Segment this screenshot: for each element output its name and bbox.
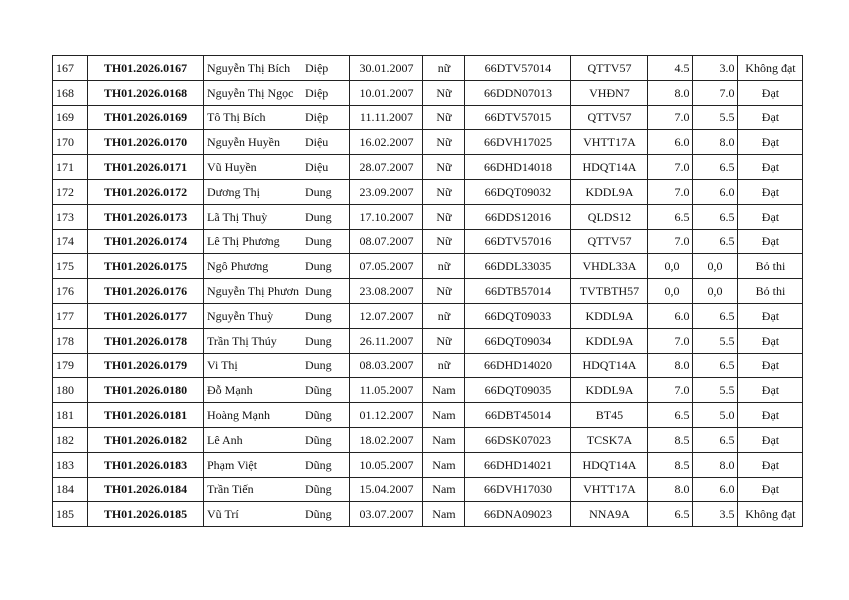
surname-cell: Trần Thị Thúy [204,328,302,353]
gender-cell: Nam [423,502,465,527]
given-name-cell: Diệp [302,56,350,81]
result-cell: Không đạt [738,56,803,81]
birth-date-cell: 30.01.2007 [350,56,423,81]
result-cell: Đạt [738,105,803,130]
class-cell: HDQT14A [571,452,648,477]
row-number: 168 [53,80,88,105]
candidate-code: TH01.2026.0182 [88,427,204,452]
surname-cell: Phạm Việt [204,452,302,477]
student-id-cell: 66DTV57016 [465,229,571,254]
score-2-cell: 8.0 [693,130,738,155]
class-cell: VHTT17A [571,130,648,155]
birth-date-cell: 03.07.2007 [350,502,423,527]
class-cell: QTTV57 [571,56,648,81]
gender-cell: Nữ [423,130,465,155]
candidate-code: TH01.2026.0181 [88,403,204,428]
score-2-cell: 8.0 [693,452,738,477]
score-2-cell: 0,0 [693,254,738,279]
table-row [53,105,803,130]
birth-date-cell: 18.02.2007 [350,427,423,452]
gender-cell: Nữ [423,204,465,229]
result-cell: Bỏ thi [738,279,803,304]
table-row [53,56,803,81]
result-cell: Bỏ thi [738,254,803,279]
surname-cell: Nguyễn Thị Phươn [204,279,302,304]
result-cell: Không đạt [738,502,803,527]
score-2-cell: 3.0 [693,56,738,81]
given-name-cell: Dung [302,179,350,204]
score-1-cell: 7.0 [648,105,693,130]
score-1-cell: 4.5 [648,56,693,81]
given-name-cell: Dung [302,254,350,279]
table-row [53,179,803,204]
table-row [53,353,803,378]
student-id-cell: 66DVH17030 [465,477,571,502]
score-1-cell: 6.0 [648,130,693,155]
student-id-cell: 66DTV57015 [465,105,571,130]
row-number: 177 [53,303,88,328]
score-1-cell: 6.5 [648,403,693,428]
given-name-cell: Dung [302,229,350,254]
birth-date-cell: 12.07.2007 [350,303,423,328]
birth-date-cell: 23.09.2007 [350,179,423,204]
birth-date-cell: 07.05.2007 [350,254,423,279]
student-id-cell: 66DVH17025 [465,130,571,155]
surname-cell: Hoàng Mạnh [204,403,302,428]
student-id-cell: 66DQT09033 [465,303,571,328]
score-2-cell: 6.0 [693,477,738,502]
result-cell: Đạt [738,179,803,204]
given-name-cell: Dũng [302,477,350,502]
row-number: 185 [53,502,88,527]
given-name-cell: Dung [302,279,350,304]
score-1-cell: 8.5 [648,452,693,477]
birth-date-cell: 01.12.2007 [350,403,423,428]
candidate-code: TH01.2026.0170 [88,130,204,155]
score-1-cell: 6.5 [648,204,693,229]
table-row [53,378,803,403]
table-row [53,452,803,477]
row-number: 167 [53,56,88,81]
class-cell: KDDL9A [571,179,648,204]
score-1-cell: 6.0 [648,303,693,328]
gender-cell: Nam [423,477,465,502]
table-row [53,80,803,105]
gender-cell: nữ [423,303,465,328]
row-number: 172 [53,179,88,204]
given-name-cell: Diệp [302,105,350,130]
surname-cell: Vũ Huyền [204,155,302,180]
candidate-code: TH01.2026.0185 [88,502,204,527]
score-1-cell: 7.0 [648,155,693,180]
birth-date-cell: 10.05.2007 [350,452,423,477]
gender-cell: Nữ [423,80,465,105]
table-row [53,279,803,304]
student-id-cell: 66DQT09034 [465,328,571,353]
gender-cell: Nam [423,452,465,477]
score-2-cell: 0,0 [693,279,738,304]
score-1-cell: 6.5 [648,502,693,527]
class-cell: KDDL9A [571,303,648,328]
score-2-cell: 6.5 [693,155,738,180]
surname-cell: Đỗ Mạnh [204,378,302,403]
result-cell: Đạt [738,303,803,328]
score-1-cell: 8.0 [648,80,693,105]
gender-cell: nữ [423,254,465,279]
student-id-cell: 66DDL33035 [465,254,571,279]
row-number: 170 [53,130,88,155]
birth-date-cell: 23.08.2007 [350,279,423,304]
given-name-cell: Dung [302,204,350,229]
student-id-cell: 66DBT45014 [465,403,571,428]
gender-cell: Nam [423,378,465,403]
table-row [53,229,803,254]
birth-date-cell: 15.04.2007 [350,477,423,502]
table-row [53,204,803,229]
score-2-cell: 6.5 [693,204,738,229]
candidate-code: TH01.2026.0172 [88,179,204,204]
score-2-cell: 5.5 [693,328,738,353]
score-1-cell: 7.0 [648,229,693,254]
surname-cell: Tô Thị Bích [204,105,302,130]
row-number: 175 [53,254,88,279]
result-cell: Đạt [738,403,803,428]
candidate-code: TH01.2026.0175 [88,254,204,279]
row-number: 183 [53,452,88,477]
class-cell: VHTT17A [571,477,648,502]
student-id-cell: 66DQT09032 [465,179,571,204]
table-row [53,427,803,452]
given-name-cell: Dũng [302,403,350,428]
student-id-cell: 66DTV57014 [465,56,571,81]
row-number: 184 [53,477,88,502]
candidate-code: TH01.2026.0177 [88,303,204,328]
table-row [53,328,803,353]
birth-date-cell: 26.11.2007 [350,328,423,353]
student-id-cell: 66DTB57014 [465,279,571,304]
candidate-code: TH01.2026.0173 [88,204,204,229]
student-id-cell: 66DDS12016 [465,204,571,229]
gender-cell: Nữ [423,229,465,254]
row-number: 180 [53,378,88,403]
row-number: 176 [53,279,88,304]
birth-date-cell: 11.05.2007 [350,378,423,403]
student-id-cell: 66DHD14021 [465,452,571,477]
class-cell: KDDL9A [571,378,648,403]
row-number: 169 [53,105,88,130]
result-cell: Đạt [738,204,803,229]
class-cell: QTTV57 [571,229,648,254]
candidate-code: TH01.2026.0168 [88,80,204,105]
candidate-code: TH01.2026.0171 [88,155,204,180]
candidate-code: TH01.2026.0184 [88,477,204,502]
birth-date-cell: 16.02.2007 [350,130,423,155]
gender-cell: Nữ [423,155,465,180]
surname-cell: Lê Anh [204,427,302,452]
class-cell: QLDS12 [571,204,648,229]
table-row [53,155,803,180]
gender-cell: nữ [423,353,465,378]
gender-cell: Nam [423,403,465,428]
score-1-cell: 0,0 [648,254,693,279]
row-number: 179 [53,353,88,378]
given-name-cell: Dũng [302,427,350,452]
birth-date-cell: 28.07.2007 [350,155,423,180]
given-name-cell: Diệu [302,155,350,180]
table-row [53,477,803,502]
score-2-cell: 5.5 [693,378,738,403]
table-row [53,130,803,155]
score-1-cell: 8.5 [648,427,693,452]
score-2-cell: 5.0 [693,403,738,428]
result-cell: Đạt [738,477,803,502]
result-cell: Đạt [738,378,803,403]
surname-cell: Ngô Phương [204,254,302,279]
birth-date-cell: 10.01.2007 [350,80,423,105]
candidate-code: TH01.2026.0183 [88,452,204,477]
result-cell: Đạt [738,80,803,105]
surname-cell: Nguyễn Huyền [204,130,302,155]
given-name-cell: Dũng [302,452,350,477]
surname-cell: Nguyễn Thuỳ [204,303,302,328]
surname-cell: Lê Thị Phương [204,229,302,254]
score-1-cell: 7.0 [648,378,693,403]
table-body [53,56,803,527]
gender-cell: Nam [423,427,465,452]
result-cell: Đạt [738,452,803,477]
score-2-cell: 3.5 [693,502,738,527]
given-name-cell: Diệp [302,80,350,105]
birth-date-cell: 17.10.2007 [350,204,423,229]
gender-cell: Nữ [423,328,465,353]
score-1-cell: 7.0 [648,179,693,204]
given-name-cell: Dũng [302,502,350,527]
score-1-cell: 8.0 [648,353,693,378]
student-id-cell: 66DQT09035 [465,378,571,403]
row-number: 171 [53,155,88,180]
row-number: 178 [53,328,88,353]
score-2-cell: 7.0 [693,80,738,105]
given-name-cell: Dung [302,328,350,353]
gender-cell: Nữ [423,279,465,304]
score-2-cell: 6.0 [693,179,738,204]
given-name-cell: Diệu [302,130,350,155]
class-cell: BT45 [571,403,648,428]
class-cell: KDDL9A [571,328,648,353]
surname-cell: Nguyễn Thị Bích [204,56,302,81]
student-id-cell: 66DHD14018 [465,155,571,180]
birth-date-cell: 08.03.2007 [350,353,423,378]
surname-cell: Vi Thị [204,353,302,378]
surname-cell: Lã Thị Thuỳ [204,204,302,229]
class-cell: QTTV57 [571,105,648,130]
row-number: 173 [53,204,88,229]
surname-cell: Vũ Trí [204,502,302,527]
score-1-cell: 7.0 [648,328,693,353]
candidate-code: TH01.2026.0179 [88,353,204,378]
class-cell: VHĐN7 [571,80,648,105]
table-row [53,502,803,527]
table-row [53,403,803,428]
table-row [53,303,803,328]
results-table [52,55,803,527]
score-2-cell: 6.5 [693,229,738,254]
candidate-code: TH01.2026.0180 [88,378,204,403]
gender-cell: nữ [423,56,465,81]
result-cell: Đạt [738,427,803,452]
given-name-cell: Dung [302,303,350,328]
class-cell: VHDL33A [571,254,648,279]
result-cell: Đạt [738,353,803,378]
birth-date-cell: 11.11.2007 [350,105,423,130]
row-number: 174 [53,229,88,254]
given-name-cell: Dung [302,353,350,378]
result-cell: Đạt [738,328,803,353]
score-1-cell: 8.0 [648,477,693,502]
score-2-cell: 6.5 [693,427,738,452]
score-2-cell: 6.5 [693,303,738,328]
student-id-cell: 66DHD14020 [465,353,571,378]
score-2-cell: 6.5 [693,353,738,378]
class-cell: TVTBTH57 [571,279,648,304]
gender-cell: Nữ [423,105,465,130]
candidate-code: TH01.2026.0176 [88,279,204,304]
candidate-code: TH01.2026.0169 [88,105,204,130]
given-name-cell: Dũng [302,378,350,403]
student-id-cell: 66DDN07013 [465,80,571,105]
table-row [53,254,803,279]
row-number: 181 [53,403,88,428]
class-cell: NNA9A [571,502,648,527]
class-cell: HDQT14A [571,353,648,378]
candidate-code: TH01.2026.0167 [88,56,204,81]
gender-cell: Nữ [423,179,465,204]
surname-cell: Nguyễn Thị Ngọc [204,80,302,105]
surname-cell: Dương Thị [204,179,302,204]
score-2-cell: 5.5 [693,105,738,130]
result-cell: Đạt [738,229,803,254]
score-1-cell: 0,0 [648,279,693,304]
birth-date-cell: 08.07.2007 [350,229,423,254]
class-cell: HDQT14A [571,155,648,180]
result-cell: Đạt [738,130,803,155]
student-id-cell: 66DNA09023 [465,502,571,527]
row-number: 182 [53,427,88,452]
class-cell: TCSK7A [571,427,648,452]
surname-cell: Trần Tiến [204,477,302,502]
result-cell: Đạt [738,155,803,180]
student-id-cell: 66DSK07023 [465,427,571,452]
candidate-code: TH01.2026.0178 [88,328,204,353]
candidate-code: TH01.2026.0174 [88,229,204,254]
